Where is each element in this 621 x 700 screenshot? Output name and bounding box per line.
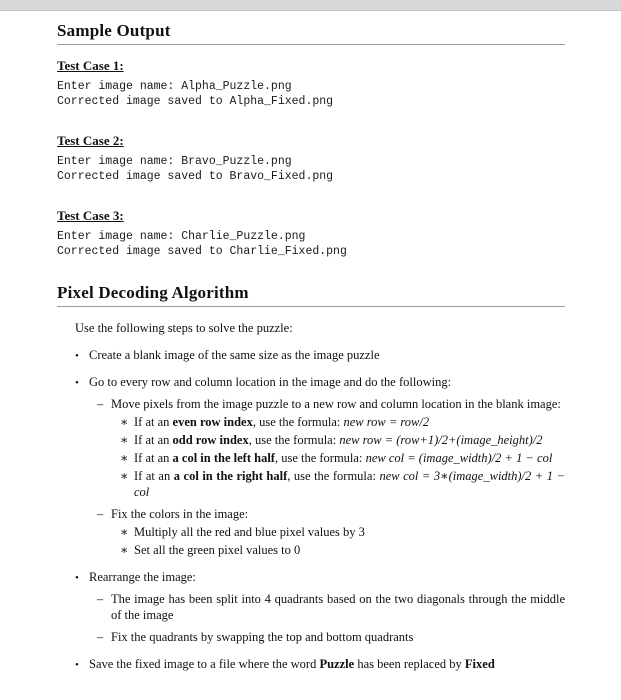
- algorithm-section: [57, 283, 565, 672]
- text-segment: Create a blank image of the same size as the image puzzle: [89, 348, 380, 362]
- bullet-marker: •: [75, 572, 79, 584]
- list-item-text: [89, 656, 565, 672]
- text-segment: Go to every row and column location in the image and do the following:: [89, 375, 452, 389]
- text-segment: new row = row/2: [343, 415, 430, 429]
- text-segment: new col = 3∗(image_width)/2 + 1 − col: [134, 469, 565, 499]
- console-output-line: Enter image name: Charlie_Puzzle.png: [57, 230, 306, 243]
- list-item: [120, 414, 565, 430]
- text-segment: The image has been split into 4 quadrants based on the two diagonals through the middle of the image: [111, 592, 565, 622]
- test-case-block: [57, 133, 565, 184]
- list-item-text: [111, 591, 565, 623]
- test-case-block: [57, 208, 565, 259]
- list-item: [120, 542, 565, 558]
- algorithm-step-list: [57, 347, 565, 672]
- test-case-list: [57, 58, 565, 259]
- algorithm-title: Pixel Decoding Algorithm: [57, 283, 249, 302]
- list-item-text: [111, 629, 565, 645]
- text-segment: new col = (image_width)/2 + 1 − col: [365, 451, 553, 465]
- list-item: [75, 374, 565, 390]
- list-item-text: [89, 374, 565, 390]
- list-item: [75, 569, 565, 585]
- text-segment: If at an: [134, 469, 174, 483]
- list-item: [97, 506, 565, 522]
- list-item-text: [134, 524, 565, 540]
- text-segment: Save the fixed image to a file where the word: [89, 657, 320, 671]
- list-item-text: [134, 450, 565, 466]
- list-item-text: [111, 506, 565, 522]
- text-segment: , use the formula:: [287, 469, 380, 483]
- list-item-text: [89, 347, 565, 363]
- text-segment: Rearrange the image:: [89, 570, 196, 584]
- text-segment: even row index: [172, 415, 253, 429]
- list-item-text: [134, 432, 565, 448]
- text-segment: , use the formula:: [252, 415, 344, 429]
- section-rule: [57, 306, 565, 307]
- text-segment: Move pixels from the image puzzle to a new row and column location in the blank image:: [111, 397, 561, 411]
- text-segment: , use the formula:: [274, 451, 366, 465]
- bullet-marker: •: [75, 659, 79, 671]
- window-top-strip: [0, 0, 621, 11]
- text-segment: Set all the green pixel values to 0: [134, 543, 301, 557]
- document-page: [0, 11, 621, 690]
- list-item-text: [134, 542, 565, 558]
- list-item: [120, 468, 565, 500]
- dash-marker: –: [97, 507, 104, 521]
- list-item: [120, 432, 565, 448]
- dash-marker: –: [97, 397, 104, 411]
- text-segment: new row = (row+1)/2+(image_height)/2: [339, 433, 543, 447]
- text-segment: has been replaced by: [354, 657, 465, 671]
- test-case-label: Test Case 2:: [57, 133, 124, 148]
- list-item: [97, 629, 565, 645]
- section-rule: [57, 44, 565, 45]
- list-item: [75, 347, 565, 363]
- text-segment: Multiply all the red and blue pixel values by 3: [134, 525, 365, 539]
- console-output-line: Enter image name: Bravo_Puzzle.png: [57, 155, 292, 168]
- asterisk-marker: ∗: [120, 469, 129, 483]
- list-item-text: [134, 414, 565, 430]
- list-item: [75, 656, 565, 672]
- list-item: [97, 396, 565, 412]
- text-segment: , use the formula:: [248, 433, 340, 447]
- algorithm-intro: Use the following steps to solve the puzzle:: [75, 321, 293, 335]
- asterisk-marker: ∗: [120, 415, 129, 429]
- console-output-line: Corrected image saved to Bravo_Fixed.png: [57, 170, 334, 183]
- asterisk-marker: ∗: [120, 525, 129, 539]
- text-segment: odd row index: [172, 433, 249, 447]
- list-item-text: [89, 569, 565, 585]
- list-item-text: [111, 396, 565, 412]
- list-item: [120, 450, 565, 466]
- console-output-line: Enter image name: Alpha_Puzzle.png: [57, 80, 292, 93]
- text-segment: If at an: [134, 415, 173, 429]
- test-case-label: Test Case 3:: [57, 208, 124, 223]
- test-case-label: Test Case 1:: [57, 58, 124, 73]
- text-segment: Fix the colors in the image:: [111, 507, 249, 521]
- sample-output-title: Sample Output: [57, 21, 171, 40]
- text-segment: Puzzle: [319, 657, 355, 671]
- test-case-block: [57, 58, 565, 109]
- list-item-text: [134, 468, 565, 500]
- text-segment: Fixed: [464, 657, 495, 671]
- console-output-line: Corrected image saved to Charlie_Fixed.png: [57, 245, 347, 258]
- sample-output-section: [57, 21, 565, 259]
- text-segment: If at an: [134, 433, 173, 447]
- asterisk-marker: ∗: [120, 543, 129, 557]
- console-output-line: Corrected image saved to Alpha_Fixed.png: [57, 95, 334, 108]
- list-item: [97, 591, 565, 623]
- text-segment: Fix the quadrants by swapping the top and bottom quadrants: [111, 630, 414, 644]
- bullet-marker: •: [75, 350, 79, 362]
- asterisk-marker: ∗: [120, 451, 129, 465]
- text-segment: a col in the right half: [173, 469, 288, 483]
- asterisk-marker: ∗: [120, 433, 129, 447]
- dash-marker: –: [97, 592, 104, 606]
- list-item: [120, 524, 565, 540]
- bullet-marker: •: [75, 377, 79, 389]
- text-segment: If at an: [134, 451, 173, 465]
- text-segment: a col in the left half: [172, 451, 275, 465]
- dash-marker: –: [97, 630, 104, 644]
